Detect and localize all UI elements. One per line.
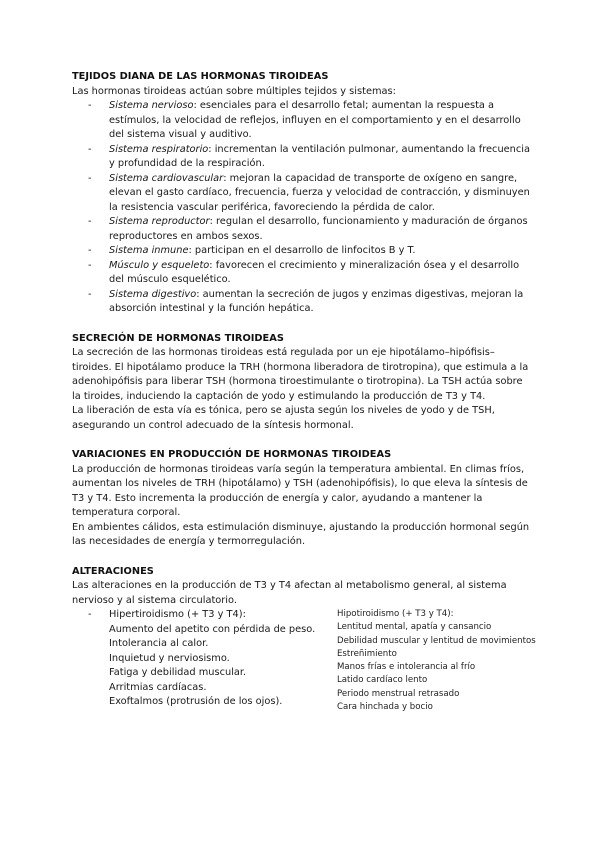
symptom-item: Cara hinchada y bocio — [337, 702, 433, 713]
section-variaciones — [72, 448, 532, 550]
section-intro: Las alteraciones en la producción de T3 y T4 afectan al metabolismo general, al sistema nervioso y al sistema circulatorio. — [72, 580, 507, 606]
symptom-item: Intolerancia al calor. — [109, 638, 209, 649]
list-item: - Sistema respiratorio: incrementan la ventilación pulmonar, aumentando la frecuencia y profundidad de la respiración. — [72, 143, 532, 172]
list-item: - Sistema nervioso: esenciales para el desarrollo fetal; aumentan la respuesta a estímulos, la velocidad de reflejos, influyen en el comportamiento y en el desarrollo del sistema visual y auditivo. — [72, 99, 532, 143]
list-item: - Hipertiroidismo (+ T3 y T4): — [72, 608, 532, 623]
paragraph: En ambientes cálidos, esta estimulación disminuye, ajustando la producción hormonal según las necesidades de energía y termorregulación. — [72, 521, 530, 547]
section-title: VARIACIONES EN PRODUCCIÓN DE HORMONAS TIROIDEAS — [72, 449, 392, 460]
symptom-item: Periodo menstrual retrasado — [337, 688, 460, 699]
symptom-item: Aumento del apetito con pérdida de peso. — [109, 623, 316, 635]
section-intro: Las hormonas tiroideas actúan sobre múltiples tejidos y sistemas: — [72, 85, 396, 97]
symptom-item: Exoftalmos (protrusión de los ojos). — [109, 696, 283, 707]
list-item: - Sistema reproductor: regulan el desarrollo, funcionamiento y maduración de órganos reproductores en ambos sexos. — [72, 215, 532, 244]
paragraph: La liberación de esta vía es tónica, pero se ajusta según los niveles de yodo y de TSH, asegurando un control adecuado de la síntesis hormonal. — [72, 405, 495, 431]
list-item: - Sistema digestivo: aumentan la secreción de jugos y enzimas digestivas, mejoran la absorción intestinal y la función hepática. — [72, 288, 532, 317]
paragraph: La producción de hormonas tiroideas varía según la temperatura ambiental. En climas fríos, aumentan los niveles de TRH (hipotálamo) y TSH (adenohipófisis), lo que eleva la síntesis de T3 y T4. Esto incrementa la producción de energía y calor, ayudando a mantener la temperatura corporal. — [72, 463, 528, 518]
symptom-item: Latido cardíaco lento — [337, 675, 428, 686]
list-item: - Músculo y esqueleto: favorecen el crecimiento y mineralización ósea y el desarrollo del músculo esquelético. — [72, 259, 532, 288]
paragraph: La secreción de las hormonas tiroideas está regulada por un eje hipotálamo–hipófisis–tiroides. El hipotálamo produce la TRH (hormona liberadora de tirotropina), que estimula a la adenohipófisis para liberar TSH (hormona tiroestimulante o tirotropina). La TSH actúa sobre la tiroides, induciendo la captación de yodo y estimulando la producción de T3 y T4. — [72, 347, 529, 402]
section-title: ALTERACIONES — [72, 565, 154, 577]
section-tejidos — [72, 70, 532, 317]
section-secrecion — [72, 332, 532, 434]
list-item: - Sistema inmune: participan en el desarrollo de linfocitos B y T. — [72, 244, 532, 259]
symptom-item: Manos frías e intolerancia al frío — [337, 662, 476, 673]
symptom-item: Fatiga y debilidad muscular. — [109, 667, 247, 678]
hypothyroidism-list — [337, 608, 577, 714]
list-item: - Sistema cardiovascular: mejoran la capacidad de transporte de oxígeno en sangre, elevan el gasto cardíaco, frecuencia, fuerza y velocidad de contracción, y disminuyen la resistencia vascular periférica, favoreciendo la pérdida de calor. — [72, 172, 532, 216]
symptom-item: Arritmias cardíacas. — [109, 681, 207, 693]
hypothyroidism-title: Hipotiroidismo (+ T3 y T4): — [337, 609, 454, 619]
section-title: SECRECIÓN DE HORMONAS TIROIDEAS — [72, 332, 284, 344]
tissue-list — [72, 99, 532, 317]
symptom-item: Estreñimiento — [337, 648, 397, 659]
symptom-item: Inquietud y nerviosismo. — [109, 652, 230, 664]
section-title: TEJIDOS DIANA DE LAS HORMONAS TIROIDEAS — [72, 71, 329, 82]
symptom-item: Lentitud mental, apatía y cansancio — [337, 622, 492, 633]
symptom-item: Debilidad muscular y lentitud de movimientos — [337, 635, 536, 646]
